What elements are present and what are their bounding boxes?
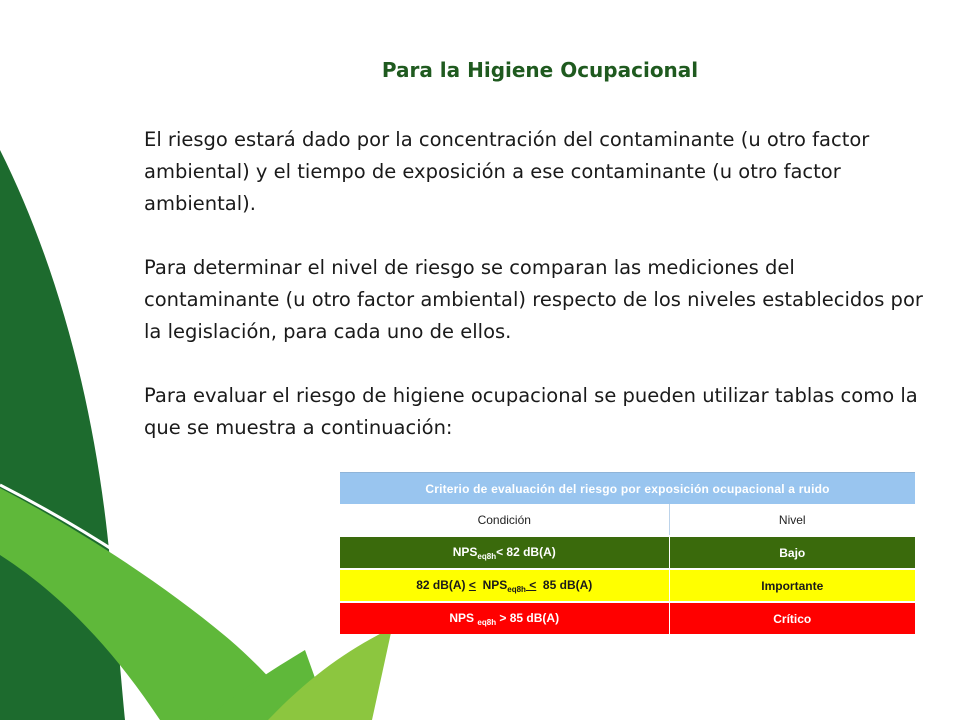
table-row <box>340 536 915 569</box>
paragraph-risk-level: Para determinar el nivel de riesgo se comparan las mediciones del contaminante (u otro factor ambiental) respecto de los niveles establecidos por la legislación, para cada uno de ellos. <box>144 256 923 343</box>
table-row <box>340 569 915 602</box>
condition-cell: 82 $dB(A) < NPS_{eq8h} < 85$ dB(A) <box>340 569 669 602</box>
noise-risk-table <box>340 472 915 634</box>
table-title: Criterio de evaluación del riesgo por exposición ocupacional a ruido <box>340 473 915 505</box>
level-cell: Bajo <box>669 536 915 569</box>
condition-cell: $NPS_{eq8h}< 82$ dB(A) <box>340 536 669 569</box>
table-title-row <box>340 473 915 505</box>
header-condicion: Condición <box>340 504 669 536</box>
header-nivel: Nivel <box>669 504 915 536</box>
table-header-row <box>340 504 915 536</box>
paragraph-risk-definition: El riesgo estará dado por la concentración del contaminante (u otro factor ambiental) y el tiempo de exposición a ese contaminante (u otro factor ambiental). <box>144 128 870 215</box>
body-text <box>144 124 934 444</box>
table-row <box>340 602 915 634</box>
level-cell: Crítico <box>669 602 915 634</box>
level-cell: Importante <box>669 569 915 602</box>
paragraph-evaluation: Para evaluar el riesgo de higiene ocupacional se pueden utilizar tablas como la que se muestra a continuación: <box>144 384 918 439</box>
page-title: Para la Higiene Ocupacional <box>381 58 699 82</box>
condition-cell: NPS $_{eq8h}$ > 85 dB(A) <box>340 602 669 634</box>
